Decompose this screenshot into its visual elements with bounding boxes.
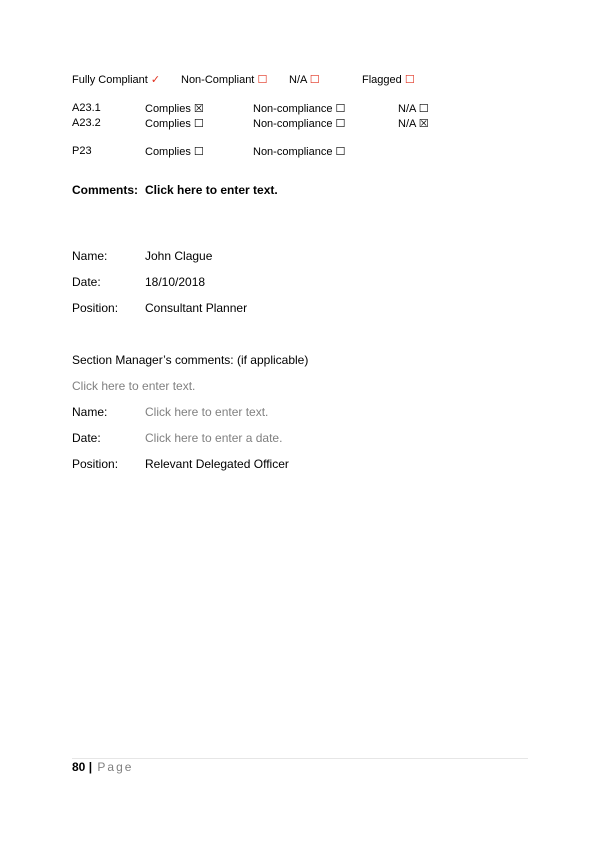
legend-fully-compliant — [72, 73, 160, 86]
manager-position-label: Position: — [72, 457, 119, 471]
row-code-a23-2: A23.2 — [72, 117, 101, 129]
row-a23-1-na-checkbox[interactable]: N/A ☐ — [398, 103, 429, 115]
row-a23-2-na-checkbox[interactable]: N/A ☒ — [398, 118, 429, 130]
date-label: Date: — [72, 275, 101, 289]
manager-name-input[interactable]: Click here to enter text. — [145, 405, 269, 419]
manager-name-label: Name: — [72, 405, 108, 419]
row-code-a23-1: A23.1 — [72, 102, 101, 114]
checkbox-icon: ☐ — [404, 74, 415, 86]
manager-date-input[interactable]: Click here to enter a date. — [145, 431, 283, 445]
checkbox-icon: ☐ — [309, 74, 320, 86]
legend-fully-compliant-label: Fully Compliant — [72, 74, 148, 86]
legend-na-label: N/A — [289, 74, 307, 86]
footer-divider — [72, 758, 528, 759]
position-value: Consultant Planner — [145, 301, 248, 315]
manager-comment-input[interactable]: Click here to enter text. — [72, 379, 196, 393]
checkbox-icon: ☐ — [257, 74, 268, 86]
row-a23-1-noncompliance-checkbox[interactable]: Non-compliance ☐ — [253, 103, 346, 115]
manager-heading: Section Manager’s comments: (if applicable) — [72, 353, 309, 367]
comments-input[interactable]: Click here to enter text. — [145, 183, 278, 197]
row-p23-complies-checkbox[interactable]: Complies ☐ — [145, 146, 204, 158]
date-value: 18/10/2018 — [145, 275, 206, 289]
comments-label: Comments: — [72, 183, 139, 197]
legend-flagged-label: Flagged — [362, 74, 402, 86]
legend-na — [289, 73, 320, 86]
row-a23-1-complies-checkbox[interactable]: Complies ☒ — [145, 103, 204, 115]
manager-position-value: Relevant Delegated Officer — [145, 457, 289, 471]
name-value: John Clague — [145, 249, 213, 263]
position-label: Position: — [72, 301, 119, 315]
manager-date-label: Date: — [72, 431, 101, 445]
page-separator: | — [88, 760, 93, 774]
name-label: Name: — [72, 249, 108, 263]
page-number: 80 — [72, 760, 86, 774]
page-word: Page — [97, 760, 134, 774]
legend-non-compliant-label: Non-Compliant — [181, 74, 255, 86]
row-a23-2-complies-checkbox[interactable]: Complies ☐ — [145, 118, 204, 130]
page-footer — [72, 760, 133, 774]
row-p23-noncompliance-checkbox[interactable]: Non-compliance ☐ — [253, 146, 346, 158]
checkmark-icon: ✓ — [150, 74, 161, 86]
row-a23-2-noncompliance-checkbox[interactable]: Non-compliance ☐ — [253, 118, 346, 130]
legend-non-compliant — [181, 73, 267, 86]
row-code-p23: P23 — [72, 145, 92, 157]
legend-flagged — [362, 73, 415, 86]
